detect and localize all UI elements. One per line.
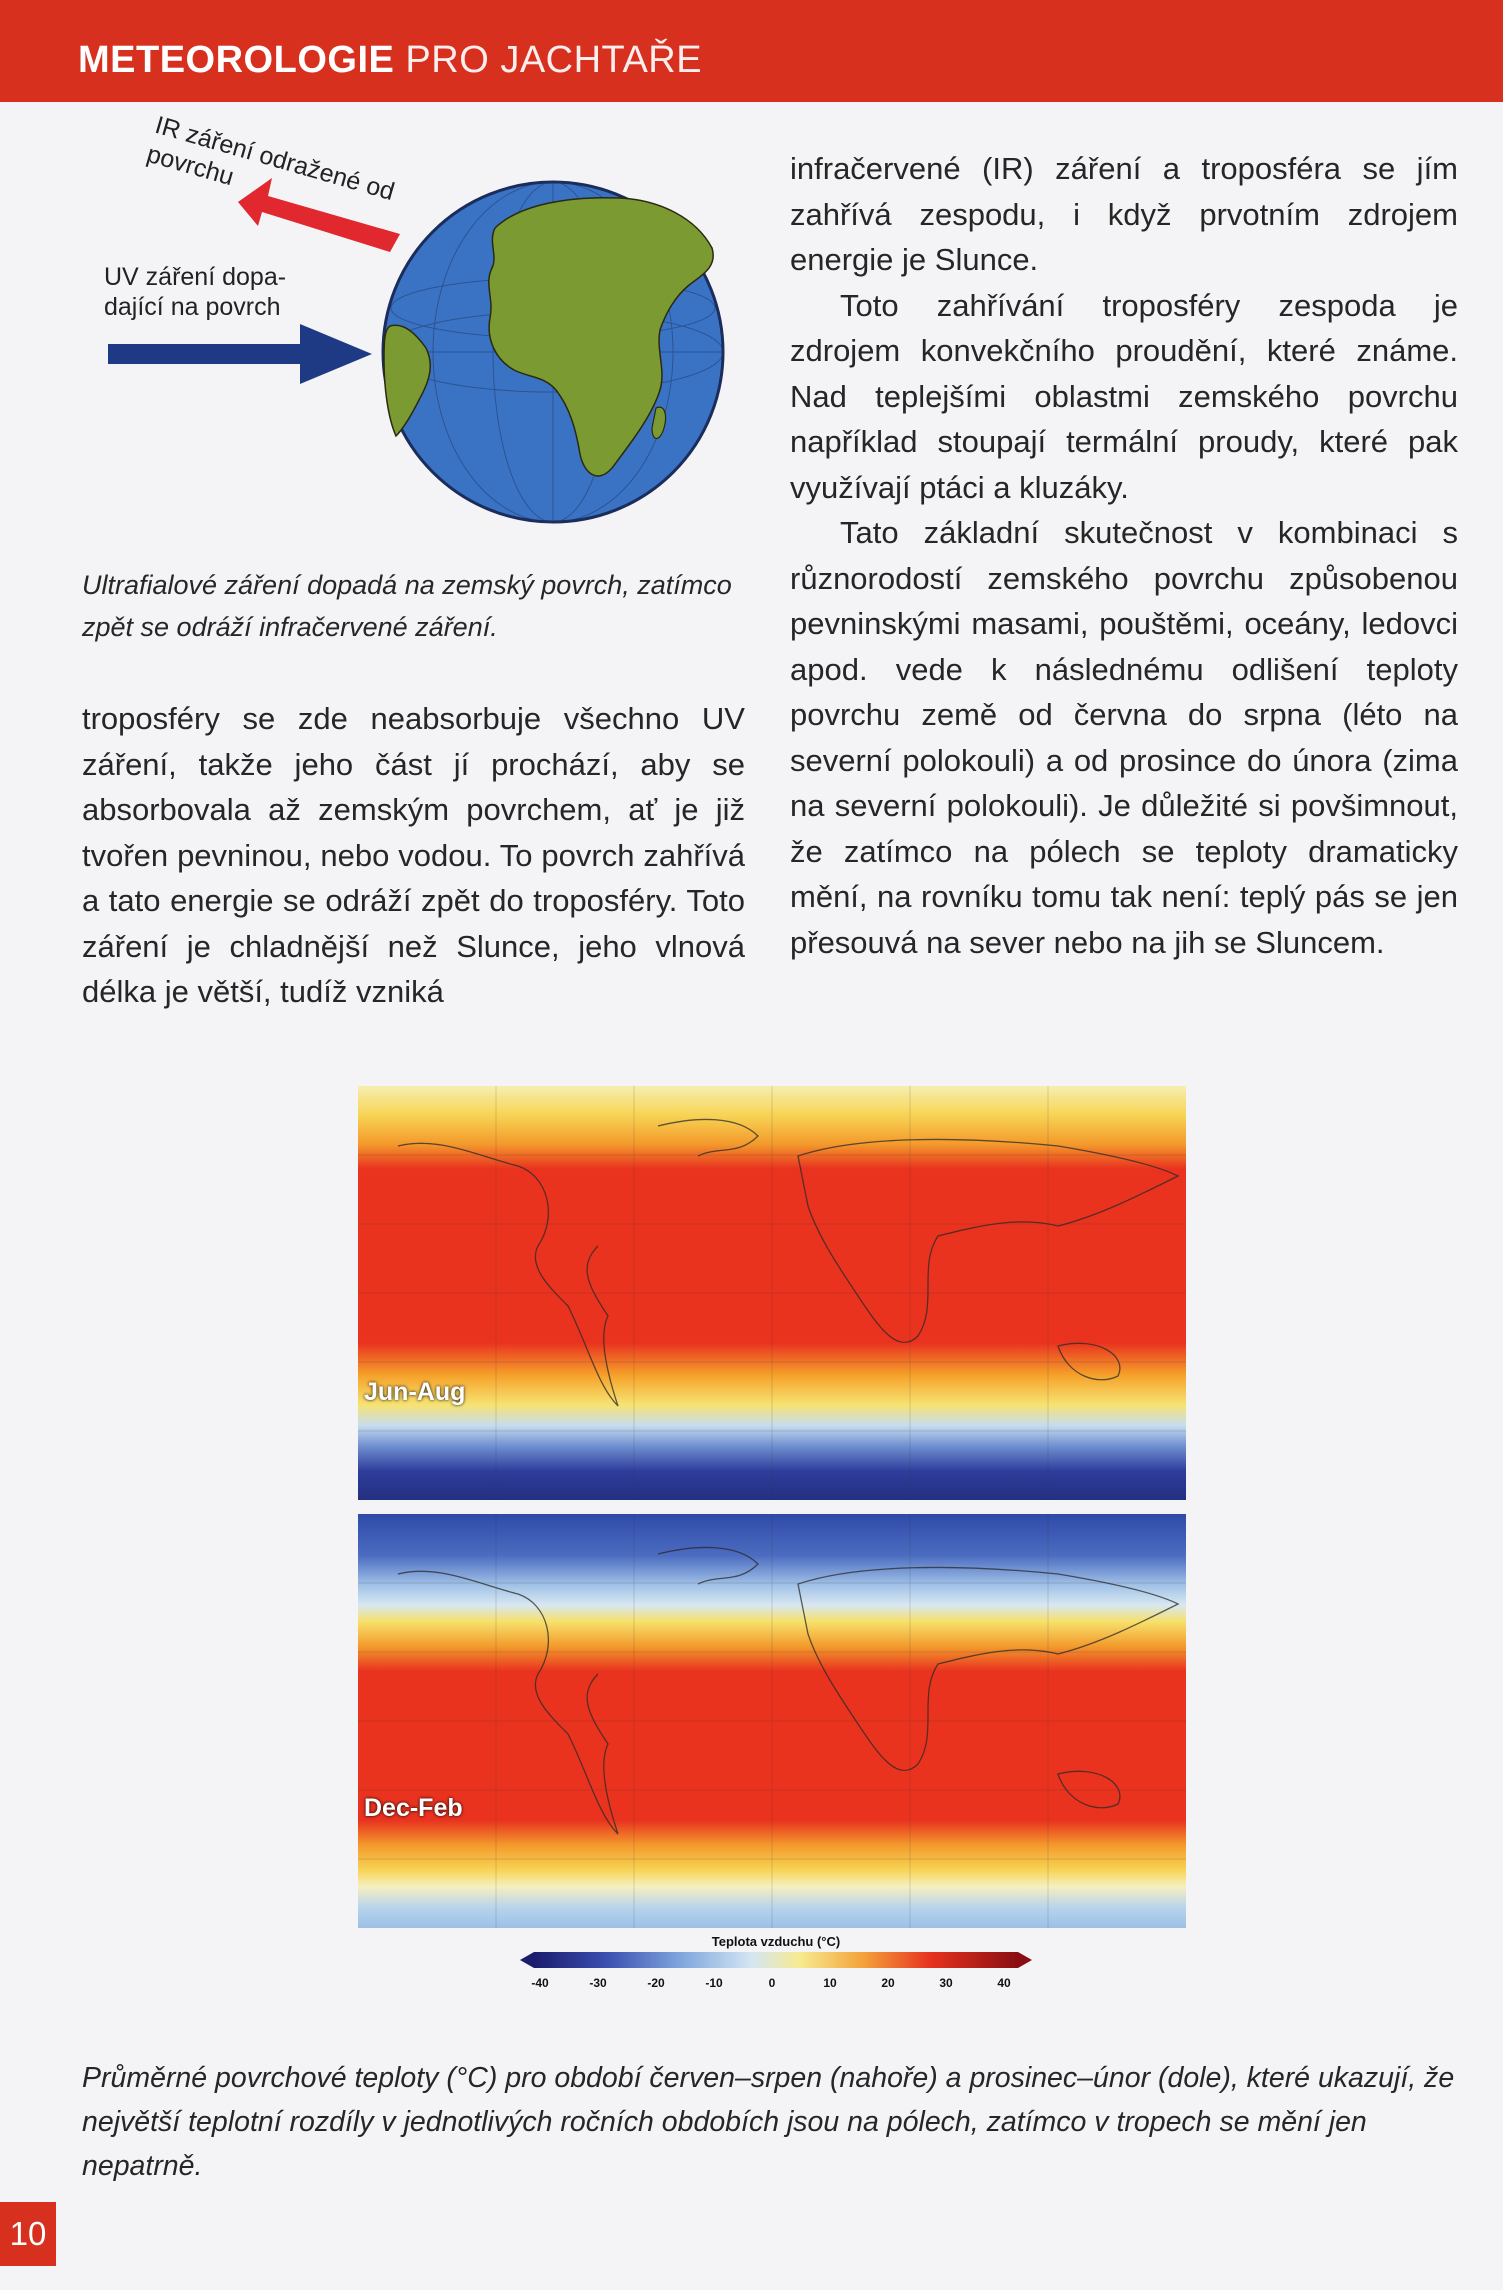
colorbar xyxy=(520,1934,1032,2006)
map-jun-aug-graphic xyxy=(358,1086,1186,1500)
right-paragraph-3: Tato základní skutečnost v kombinaci s různorodostí zemského povrchu způsobenou pevninskými masami, pouštěmi, oceány, ledovci apod. vede k následnému odlišení teploty povrchu země od června do srpna (léto na severní polokouli) a od prosince do února (zima na severní polokouli). Je důležité si povšimnout, že zatímco na pólech se teploty dramaticky mění, na rovníku tomu tak není: teplý pás se jen přesouvá na sever nebo na jih se Sluncem. xyxy=(790,515,1458,960)
colorbar-tick: 10 xyxy=(823,1976,837,1990)
colorbar-tick: -40 xyxy=(531,1976,549,1990)
map-dec-feb-graphic xyxy=(358,1514,1186,1928)
left-column xyxy=(82,696,745,1015)
map-jun-aug xyxy=(358,1086,1186,1500)
header-bar xyxy=(0,0,1503,102)
colorbar-tick: 0 xyxy=(768,1976,776,1990)
colorbar-tick: 30 xyxy=(939,1976,953,1990)
colorbar-tick: -30 xyxy=(589,1976,607,1990)
right-column xyxy=(790,146,1458,965)
colorbar-ticks xyxy=(520,1976,1032,1996)
map-dec-feb xyxy=(358,1514,1186,1928)
header-title-light: PRO JACHTAŘE xyxy=(405,39,703,81)
map-label-jun-aug: Jun-Aug xyxy=(364,1378,466,1406)
left-paragraph: troposféry se zde neabsorbuje všechno UV záření, takže jeho část jí prochází, aby se absorbovala až zemským povrchem, ať je již tvořen pevninou, nebo vodou. To povrch zahřívá a tato energie se odráží zpět do troposféry. Toto záření je chladnější než Slunce, jeho vlnová délka je větší, tudíž vzniká xyxy=(82,701,745,1009)
colorbar-tick: 40 xyxy=(997,1976,1011,1990)
right-paragraph-2: Toto zahřívání troposféry zespoda je zdrojem konvekčního proudění, které známe. Nad teplejšími oblastmi zemského povrchu například stoupají termální proudy, které pak využívají ptáci a kluzáky. xyxy=(790,287,1458,505)
figure-caption-top: Ultrafialové záření dopadá na zemský povrch, zatímco zpět se odráží infračervené záření. xyxy=(82,570,732,642)
ir-label: IR záření odražené od povrchu xyxy=(143,110,398,207)
radiation-figure xyxy=(100,108,740,528)
map-label-dec-feb: Dec-Feb xyxy=(364,1794,463,1822)
colorbar-tick: -20 xyxy=(647,1976,665,1990)
uv-arrow xyxy=(108,324,372,384)
figure-caption-bottom: Průměrné povrchové teploty (°C) pro období červen–srpen (nahoře) a prosinec–únor (dole), které ukazují, že největší teplotní rozdíly v jednotlivých ročních obdobích jsou na pólech, zatímco v tropech se mění jen nepatrně. xyxy=(82,2062,1455,2182)
colorbar-tick: 20 xyxy=(881,1976,895,1990)
page-number: 10 xyxy=(0,2202,56,2266)
colorbar-graphic xyxy=(520,1950,1032,1978)
temperature-maps xyxy=(358,1086,1186,1928)
uv-label: UV záření dopa-dající na povrch xyxy=(104,263,287,321)
colorbar-tick: -10 xyxy=(705,1976,723,1990)
right-paragraph-1: infračervené (IR) záření a troposféra se jím zahřívá zespodu, i když prvotním zdrojem energie je Slunce. xyxy=(790,151,1458,277)
header-title-bold: METEOROLOGIE xyxy=(78,39,395,81)
colorbar-title: Teplota vzduchu (°C) xyxy=(711,1934,841,1949)
header-title xyxy=(78,36,702,84)
